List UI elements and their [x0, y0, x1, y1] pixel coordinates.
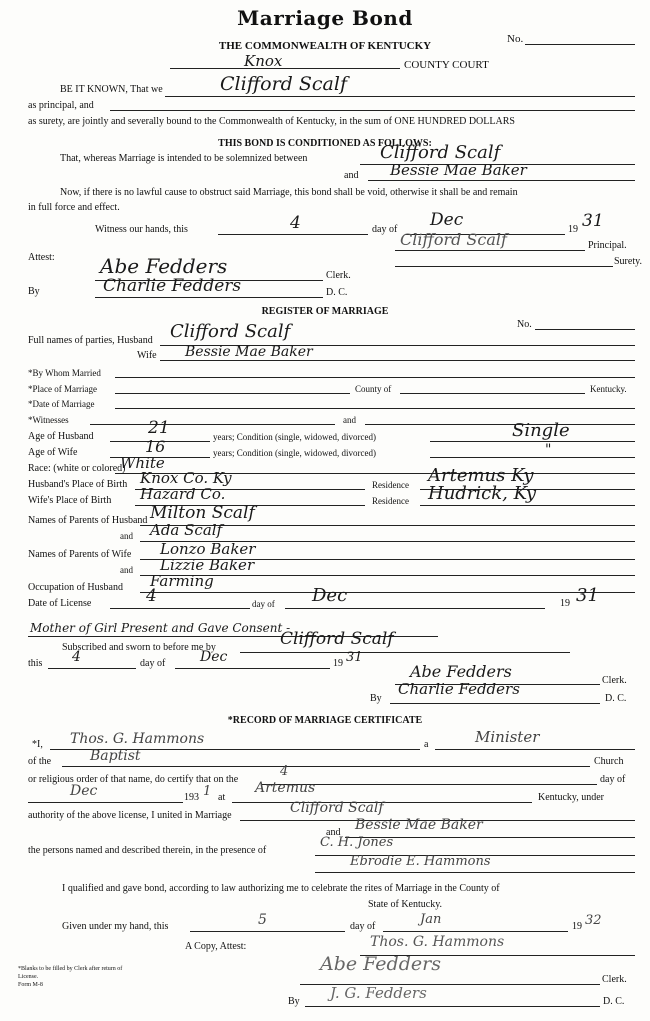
cert-witness2: Ebrodie E. Hammons: [350, 854, 491, 869]
husband-residence-label: Residence: [372, 480, 409, 490]
cert-year-prefix: 193: [184, 792, 199, 803]
bond-day: 4: [290, 213, 301, 233]
subscribed-name: Clifford Scalf: [280, 629, 394, 649]
county-name: Knox: [244, 52, 283, 70]
cert-bride-name: Bessie Mae Baker: [355, 817, 483, 833]
attest-label: Attest:: [28, 252, 55, 263]
wife-condition-line: [430, 457, 635, 458]
license-month-value: Dec: [312, 585, 348, 606]
subscribed-month-line: [175, 668, 330, 669]
subscribed-month-value: Dec: [200, 649, 228, 665]
wife-residence-line: [420, 505, 635, 506]
cert-year-value: 1: [203, 784, 212, 799]
date-of-marriage-line: [115, 408, 635, 409]
subscribed-day-value: 4: [72, 649, 81, 665]
minister-title-line: [435, 749, 635, 750]
subscribed-year-value: 31: [346, 650, 363, 665]
cert-place-value: Artemus: [255, 780, 316, 796]
register-no-line: [535, 329, 635, 330]
place-line: [115, 393, 350, 394]
be-it-known-label: BE IT KNOWN, That we: [60, 84, 163, 95]
license-month-line: [285, 608, 545, 609]
cert-groom-name: Clifford Scalf: [290, 800, 384, 816]
husband-father-value: Milton Scalf: [150, 503, 255, 523]
certificate-heading: *RECORD OF MARRIAGE CERTIFICATE: [227, 715, 423, 726]
cert-witness1: C. H. Jones: [320, 835, 394, 850]
occupation-label: Occupation of Husband: [28, 582, 123, 593]
full-force-text: in full force and effect.: [28, 202, 120, 213]
age-husband-value: 21: [148, 418, 170, 438]
bond-signature: Clifford Scalf: [400, 230, 507, 249]
wife-residence-value: Hudrick, Ky: [428, 483, 537, 504]
bond-year: 31: [582, 211, 604, 231]
register-husband-name: Clifford Scalf: [170, 321, 291, 342]
qualified-text: I qualified and gave bond, according to law authorizing me to celebrate the rites of Marriage in the County of: [62, 883, 500, 894]
by-whom-married-label: *By Whom Married: [28, 368, 101, 378]
register-by-label: By: [370, 693, 382, 704]
given-year-value: 32: [585, 913, 602, 928]
commonwealth-heading: THE COMMONWEALTH OF KENTUCKY: [218, 40, 432, 52]
minister-title: Minister: [475, 728, 540, 746]
wife-birthplace-value: Hazard Co.: [140, 485, 226, 503]
wife-parents-and-label: and: [120, 565, 133, 575]
subscribed-year-prefix: 19: [333, 658, 343, 669]
copy-attest-label: A Copy, Attest:: [185, 941, 247, 952]
register-wife-label: Wife: [137, 350, 157, 361]
cert-dc-line: [305, 1006, 600, 1007]
wife-name-line: [160, 360, 635, 361]
cert-at-label: at: [218, 792, 226, 803]
occupation-value: Farming: [150, 572, 214, 590]
date-of-marriage-label: *Date of Marriage: [28, 399, 95, 409]
husband-parents-and-label: and: [120, 531, 133, 541]
wife-mother-value: Lizzie Baker: [160, 556, 255, 574]
given-day-line: [190, 931, 345, 932]
principal-sig-line: [395, 250, 585, 251]
church-label: Church: [594, 756, 624, 767]
witness-day-line: [218, 234, 368, 235]
husband-condition-label: years; Condition (single, widowed, divorced): [213, 432, 376, 442]
church-name: Baptist: [90, 748, 141, 764]
license-date-label: Date of License: [28, 598, 92, 609]
bond-by-label: By: [28, 286, 40, 297]
subscribed-day-line: [48, 668, 136, 669]
parents-wife-label: Names of Parents of Wife: [28, 549, 132, 560]
husband-birthplace-value: Knox Co. Ky: [140, 469, 232, 487]
footnote-text: *Blanks to be filled by Clerk after return of License.: [18, 966, 123, 980]
church-line: [62, 766, 590, 767]
principal-label: Principal.: [588, 240, 627, 251]
subscribed-day-of-label: day of: [140, 658, 166, 669]
of-the-label: of the: [28, 756, 52, 767]
minister-name: Thos. G. Hammons: [70, 731, 205, 747]
cert-day-of-label: day of: [600, 774, 626, 785]
persons-named-text: the persons named and described therein, in the presence of: [28, 845, 267, 856]
bond-day-of-label: day of: [372, 224, 398, 235]
bride-line: [368, 180, 635, 181]
cert-and-label: and: [326, 827, 341, 838]
county-of-label: County of: [355, 384, 392, 394]
as-principal-label: as principal, and: [28, 100, 94, 111]
race-value: White: [120, 454, 165, 472]
now-if-text: Now, if there is no lawful cause to obstruct said Marriage, this bond shall be void, otherwise it shall be and remain: [60, 187, 518, 198]
register-wife-name: Bessie Mae Baker: [185, 344, 313, 360]
as-surety-text: as surety, are jointly and severally bound to the Commonwealth of Kentucky, in the sum of ONE HUNDRED DOLLARS: [28, 116, 515, 127]
given-day-of-label: day of: [350, 921, 376, 932]
register-clerk-signature: Abe Fedders: [410, 662, 512, 681]
license-day-line: [110, 608, 250, 609]
given-month-value: Jan: [420, 912, 442, 927]
bond-dc-signature: Charlie Fedders: [103, 276, 242, 296]
wife-residence-label: Residence: [372, 496, 409, 506]
principal-name: Clifford Scalf: [220, 73, 347, 95]
register-dc-line: [390, 703, 600, 704]
cert-clerk-label: Clerk.: [602, 974, 627, 985]
license-day-value: 4: [146, 586, 157, 606]
minister-signature: Thos. G. Hammons: [370, 934, 505, 950]
license-year-prefix: 19: [560, 598, 570, 609]
given-day-value: 5: [258, 912, 267, 928]
bride-name: Bessie Mae Baker: [390, 161, 527, 179]
county-of-line: [400, 393, 585, 394]
witness-hands-label: Witness our hands, this: [95, 224, 188, 235]
form-number: Form M-8: [18, 982, 43, 988]
register-heading: REGISTER OF MARRIAGE: [261, 306, 389, 317]
bond-clerk-signature: Abe Fedders: [100, 254, 228, 278]
consent-note: Mother of Girl Present and Gave Consent -: [30, 621, 291, 635]
husband-condition-line: [430, 441, 635, 442]
husband-birthplace-label: Husband's Place of Birth: [28, 479, 128, 490]
bond-number-label: No.: [507, 33, 524, 45]
religious-order-text: or religious order of that name, do certify that on the: [28, 774, 239, 785]
county-line: [170, 68, 400, 69]
bond-year-prefix: 19: [568, 224, 578, 235]
age-wife-value: 16: [145, 437, 166, 456]
given-under-label: Given under my hand, this: [62, 921, 169, 932]
place-kentucky-label: Kentucky.: [590, 384, 627, 394]
cert-month-line: [28, 802, 183, 803]
county-court-label: COUNTY COURT: [404, 59, 489, 71]
cert-day-value: 4: [280, 764, 289, 779]
conditioned-heading: THIS BOND IS CONDITIONED AS FOLLOWS:: [218, 138, 432, 149]
occupation-line: [140, 592, 635, 593]
subscribed-label: Subscribed and sworn to before me by: [62, 642, 216, 653]
groom-name: Clifford Scalf: [380, 142, 501, 163]
register-no-label: No.: [517, 319, 532, 330]
wife-birthplace-label: Wife's Place of Birth: [28, 495, 112, 506]
cert-witness2-line: [315, 872, 635, 873]
state-of-kentucky-text: State of Kentucky.: [368, 899, 443, 910]
cert-dc-signature: J. G. Fedders: [330, 984, 427, 1002]
subscribed-this-label: this: [28, 658, 43, 669]
cert-month-value: Dec: [70, 783, 98, 799]
certificate-a-label: a: [424, 739, 429, 750]
certificate-i-label: *I,: [32, 739, 43, 750]
license-year-value: 31: [576, 585, 599, 606]
bond-dc-line: [95, 297, 323, 298]
kentucky-under-label: Kentucky, under: [538, 792, 604, 803]
wife-mother-line: [140, 575, 635, 576]
witness2-line: [365, 424, 635, 425]
bond-and-label: and: [344, 170, 359, 181]
given-year-prefix: 19: [572, 921, 582, 932]
by-whom-line: [115, 377, 635, 378]
race-label: Race: (white or colored): [28, 463, 126, 474]
bond-month: Dec: [430, 210, 464, 230]
witness1-line: [90, 424, 335, 425]
age-husband-label: Age of Husband: [28, 431, 94, 442]
cert-by-label: By: [288, 996, 300, 1007]
surety-line: [110, 110, 635, 111]
age-wife-label: Age of Wife: [28, 447, 78, 458]
wife-father-value: Lonzo Baker: [160, 540, 256, 558]
witnesses-and-label: and: [343, 415, 356, 425]
surety-label: Surety.: [614, 256, 642, 267]
whereas-text: That, whereas Marriage is intended to be solemnized between: [60, 153, 308, 164]
parents-husband-label: Names of Parents of Husband: [28, 515, 148, 526]
principal-line: [165, 96, 635, 97]
wife-condition-value: ": [545, 442, 552, 458]
place-of-marriage-label: *Place of Marriage: [28, 384, 97, 394]
bond-clerk-label: Clerk.: [326, 270, 351, 281]
husband-condition-value: Single: [512, 420, 570, 441]
subscribed-line: [240, 652, 570, 653]
full-names-label: Full names of parties, Husband: [28, 335, 153, 346]
authority-text: authority of the above license, I united in Marriage: [28, 810, 232, 821]
register-clerk-label: Clerk.: [602, 675, 627, 686]
bond-dc-label: D. C.: [326, 287, 348, 298]
document-title: Marriage Bond: [237, 6, 413, 30]
husband-mother-value: Ada Scalf: [150, 521, 223, 539]
wife-condition-label: years; Condition (single, widowed, divorced): [213, 448, 376, 458]
register-dc-signature: Charlie Fedders: [398, 680, 520, 698]
cert-clerk-signature: Abe Fedders: [320, 953, 441, 975]
surety-sig-line: [395, 266, 613, 267]
witnesses-label: *Witnesses: [28, 415, 69, 425]
register-dc-label: D. C.: [605, 693, 627, 704]
license-day-of-label: day of: [252, 599, 275, 609]
cert-dc-label: D. C.: [603, 996, 625, 1007]
given-month-line: [383, 931, 568, 932]
husband-residence-value: Artemus Ky: [428, 465, 534, 486]
